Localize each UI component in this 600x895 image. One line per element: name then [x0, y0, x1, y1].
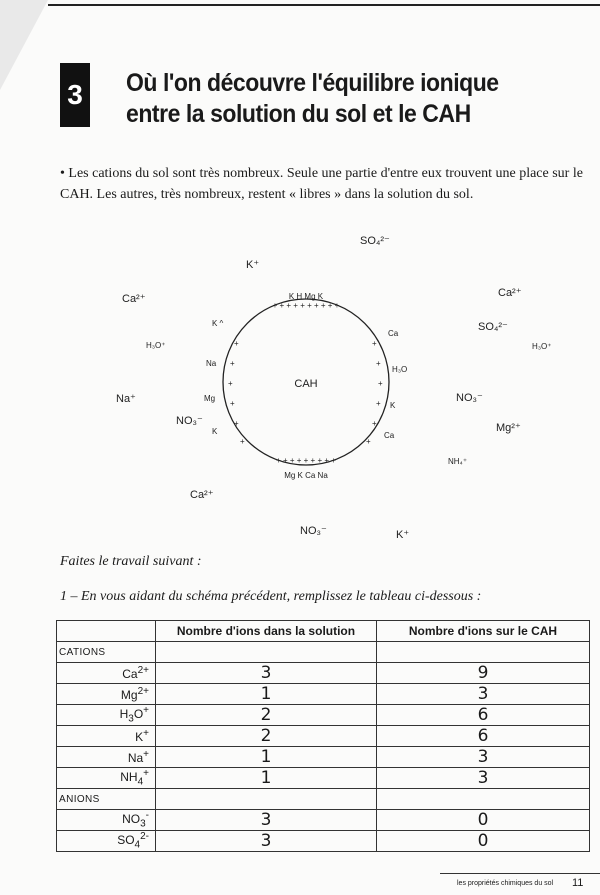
svg-text:Na: Na	[206, 359, 217, 368]
table-row	[57, 726, 590, 747]
svg-text:+: +	[372, 339, 377, 348]
instruction: Faites le travail suivant :	[60, 554, 202, 569]
svg-text:+ + + + + + + + +: + + + + + + + + +	[276, 456, 336, 465]
footer-text: les propriétés chimiques du sol	[457, 880, 554, 887]
ion-no3-bottom: NO₃⁻	[300, 525, 327, 537]
ion-h3o-left: H₃O⁺	[146, 341, 166, 350]
svg-text:+: +	[378, 379, 383, 388]
solution-value: 1	[156, 684, 377, 705]
empty-header-cell	[57, 621, 156, 642]
solution-value: 3	[156, 663, 377, 684]
svg-text:H₃O: H₃O	[392, 365, 408, 374]
solution-value: 2	[156, 726, 377, 747]
adsorbed-top: K H Mg K	[288, 292, 324, 301]
svg-text:Ca: Ca	[388, 329, 399, 338]
cah-value: 6	[377, 726, 590, 747]
page-number: 11	[572, 877, 584, 889]
ion-label: K+	[57, 726, 156, 747]
section-number: 3	[60, 63, 90, 127]
cah-value: 0	[377, 831, 590, 852]
svg-text:+: +	[366, 437, 371, 446]
group-row-anions	[57, 789, 590, 810]
section-title: Où l'on découvre l'équilibre ionique entre la solution du sol et le CAH	[126, 69, 499, 128]
ion-mg-right: Mg²⁺	[496, 422, 521, 434]
group-row-cations	[57, 642, 590, 663]
svg-text:+: +	[376, 399, 381, 408]
page-corner-fold	[0, 0, 48, 90]
ion-label: $Ca^{2+}$	[57, 663, 156, 684]
header-solution: Nombre d'ions dans la solution	[156, 621, 377, 642]
solution-value: 3	[156, 831, 377, 852]
solution-value: 2	[156, 705, 377, 726]
solution-value: 1	[156, 747, 377, 768]
svg-text:+: +	[230, 359, 235, 368]
svg-text:+: +	[376, 359, 381, 368]
cah-diagram	[100, 226, 552, 551]
ion-nh4-right: NH₄⁺	[448, 457, 468, 466]
ion-label: $NH_4^+$	[57, 768, 156, 789]
cah-value: 0	[377, 810, 590, 831]
question-1: 1 – En vous aidant du schéma précédent, remplissez le tableau ci-dessous :	[60, 589, 482, 604]
svg-text:K: K	[212, 427, 218, 436]
cah-value: 3	[377, 747, 590, 768]
table-row	[57, 684, 590, 705]
cations-label: CATIONS	[57, 642, 156, 663]
ion-no3-right: NO₃⁻	[456, 392, 483, 404]
ion-label: $SO_4^{2-}$	[57, 831, 156, 852]
svg-text:+: +	[240, 437, 245, 446]
table-row	[57, 768, 590, 789]
anions-label: ANIONS	[57, 789, 156, 810]
svg-text:K ^: K ^	[212, 319, 224, 328]
footer-rule	[440, 873, 600, 874]
table-row	[57, 705, 590, 726]
cah-value: 3	[377, 684, 590, 705]
ions-table	[56, 620, 590, 852]
svg-text:Mg: Mg	[204, 394, 216, 403]
table-row	[57, 663, 590, 684]
ion-h3o-right: H₃O⁺	[532, 342, 552, 351]
ion-ca-right: Ca²⁺	[498, 287, 522, 299]
top-rule	[48, 4, 600, 6]
cah-label: CAH	[294, 378, 318, 390]
solution-value: 1	[156, 768, 377, 789]
solution-value: 3	[156, 810, 377, 831]
table-header-row	[57, 621, 590, 642]
svg-text:Ca: Ca	[384, 431, 395, 440]
header-cah: Nombre d'ions sur le CAH	[377, 621, 590, 642]
ion-na-left: Na⁺	[116, 393, 136, 405]
ion-so4-top: SO₄²⁻	[360, 235, 390, 247]
svg-text:+ + + + + + + + + +: + + + + + + + + + +	[272, 301, 340, 310]
svg-text:+: +	[230, 399, 235, 408]
adsorbed-bottom: Mg K Ca Na	[284, 471, 328, 480]
intro-paragraph: • Les cations du sol sont très nombreux. Seule une partie d'entre eux trouvent une place sur le CAH. Les autres, très nombreux, restent « libres » dans la solution du sol.	[60, 166, 583, 202]
ion-k-bottom: K⁺	[396, 529, 410, 541]
table-row	[57, 747, 590, 768]
ion-ca-bottom: Ca²⁺	[190, 489, 214, 501]
ion-so4-right: SO₄²⁻	[478, 321, 508, 333]
svg-text:+: +	[234, 339, 239, 348]
ion-label: Na+	[57, 747, 156, 768]
svg-text:+: +	[234, 419, 239, 428]
ion-k-top: K⁺	[246, 259, 260, 271]
ion-label: $H_3O^+$	[57, 705, 156, 726]
svg-text:+: +	[228, 379, 233, 388]
cah-value: 3	[377, 768, 590, 789]
ion-no3-left: NO₃⁻	[176, 415, 203, 427]
svg-text:K: K	[390, 401, 396, 410]
cah-value: 6	[377, 705, 590, 726]
svg-text:+: +	[372, 419, 377, 428]
table-row	[57, 831, 590, 852]
ion-label: $NO_3^-$	[57, 810, 156, 831]
table-row	[57, 810, 590, 831]
ion-label: $Mg^{2+}$	[57, 684, 156, 705]
ion-ca-left: Ca²⁺	[122, 293, 146, 305]
cah-value: 9	[377, 663, 590, 684]
